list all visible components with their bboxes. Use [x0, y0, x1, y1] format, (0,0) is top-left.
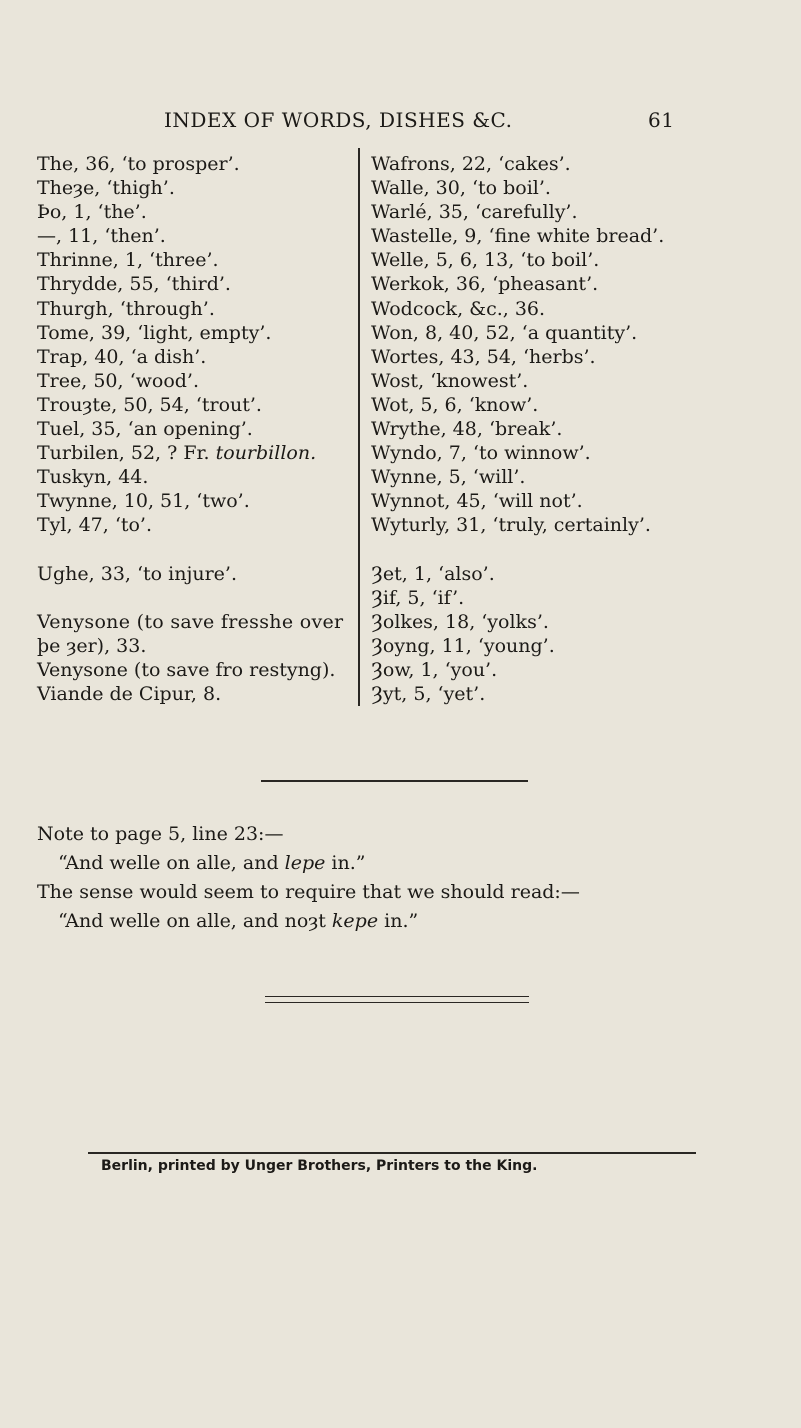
- index-entry: Ȝif, 5, ‘if’.: [371, 586, 465, 609]
- entry-italic: tourbillon.: [215, 442, 317, 465]
- index-entry: Ȝet, 1, ‘also’.: [371, 562, 495, 585]
- index-entry: Venysone (to save fro restyng).: [37, 658, 336, 681]
- double-rule: [265, 996, 529, 1003]
- note-body: The sense would seem to require that we should read:—: [37, 881, 580, 903]
- index-entry: Trap, 40, ‘a dish’.: [37, 345, 207, 368]
- index-entry: Ȝoyng, 11, ‘young’.: [371, 634, 555, 657]
- index-column-right: [371, 152, 791, 706]
- index-entry-continued: þe ȝer), 33.: [37, 634, 147, 657]
- index-entry: Ȝolkes, 18, ‘yolks’.: [371, 610, 549, 633]
- index-entry: Viande de Cipur, 8.: [37, 682, 222, 705]
- index-entry: Welle, 5, 6, 13, ‘to boil’.: [371, 249, 600, 272]
- index-entry: Wodcock, &c., 36.: [371, 297, 546, 320]
- index-entry: The, 36, ‘to prosper’.: [37, 153, 240, 175]
- index-entry: Wynnot, 45, ‘will not’.: [371, 490, 583, 513]
- index-entry: Tyl, 47, ‘to’.: [37, 514, 153, 537]
- quote-italic: kepe: [331, 910, 379, 932]
- index-entry: Twynne, 10, 51, ‘two’.: [37, 490, 250, 513]
- note-quote: [37, 907, 777, 936]
- index-entry: Wost, ‘knowest’.: [371, 369, 529, 392]
- index-entry: Ȝyt, 5, ‘yet’.: [371, 682, 486, 705]
- index-column-left: [37, 152, 357, 706]
- index-entry: Wyturly, 31, ‘truly, certainly’.: [371, 514, 651, 537]
- index-entry: Wynne, 5, ‘will’.: [371, 466, 526, 489]
- index-entry: Venysone (to save fresshe over: [37, 610, 344, 633]
- index-entry: Wyndo, 7, ‘to winnow’.: [371, 442, 591, 465]
- spacer: [37, 538, 357, 562]
- index-entry: Tome, 39, ‘light, empty’.: [37, 321, 272, 344]
- index-entry: Trouȝte, 50, 54, ‘trout’.: [37, 393, 262, 416]
- quote-text: “And welle on alle, and noȝt: [58, 910, 332, 932]
- quote-italic: lepe: [284, 852, 326, 874]
- entry-text: Turbilen, 52, ? Fr.: [37, 442, 210, 465]
- spacer: [37, 586, 357, 610]
- index-entry: Werkok, 36, ‘pheasant’.: [371, 273, 599, 296]
- index-entry: Won, 8, 40, 52, ‘a quantity’.: [371, 321, 638, 344]
- column-divider: [358, 148, 360, 706]
- spacer: [371, 538, 791, 562]
- index-entry: Wot, 5, 6, ‘know’.: [371, 393, 539, 416]
- index-entry: Walle, 30, ‘to boil’.: [371, 177, 551, 200]
- imprint-rule: [88, 1152, 696, 1154]
- quote-text: in.”: [378, 910, 419, 932]
- index-entry: Wastelle, 9, ‘fine white bread’.: [371, 225, 665, 248]
- footnote: [37, 820, 777, 936]
- index-entry: Thrinne, 1, ‘three’.: [37, 249, 219, 272]
- printer-imprint: Berlin, printed by Unger Brothers, Printers to the King.: [101, 1158, 538, 1174]
- index-entry: Thrydde, 55, ‘third’.: [37, 273, 231, 296]
- index-entry: Ughe, 33, ‘to injure’.: [37, 562, 237, 585]
- quote-text: “And welle on alle, and: [58, 852, 285, 874]
- index-entry: —, 11, ‘then’.: [37, 225, 166, 248]
- index-entry: Tuel, 35, ‘an opening’.: [37, 418, 253, 441]
- index-entry: Thurgh, ‘through’.: [37, 297, 215, 320]
- index-entry: Ȝow, 1, ‘you’.: [371, 658, 498, 681]
- index-entry: Wortes, 43, 54, ‘herbs’.: [371, 345, 596, 368]
- index-entry-turbilen: [37, 441, 357, 465]
- index-entry: Warlé, 35, ‘carefully’.: [371, 201, 578, 224]
- header-title: INDEX OF WORDS, DISHES &C.: [164, 108, 513, 132]
- section-rule: [261, 780, 528, 782]
- note-quote: [37, 849, 777, 878]
- quote-text: in.”: [325, 852, 366, 874]
- index-entry: Theȝe, ‘thigh’.: [37, 177, 175, 200]
- index-entry: Wafrons, 22, ‘cakes’.: [371, 153, 571, 175]
- index-entry: Tuskyn, 44.: [37, 466, 149, 489]
- index-entry: Tree, 50, ‘wood’.: [37, 369, 200, 392]
- page-number: 61: [648, 108, 675, 132]
- index-entry: Wrythe, 48, ‘break’.: [371, 418, 563, 441]
- index-entry: Þo, 1, ‘the’.: [37, 201, 147, 224]
- note-heading: Note to page 5, line 23:—: [37, 823, 284, 845]
